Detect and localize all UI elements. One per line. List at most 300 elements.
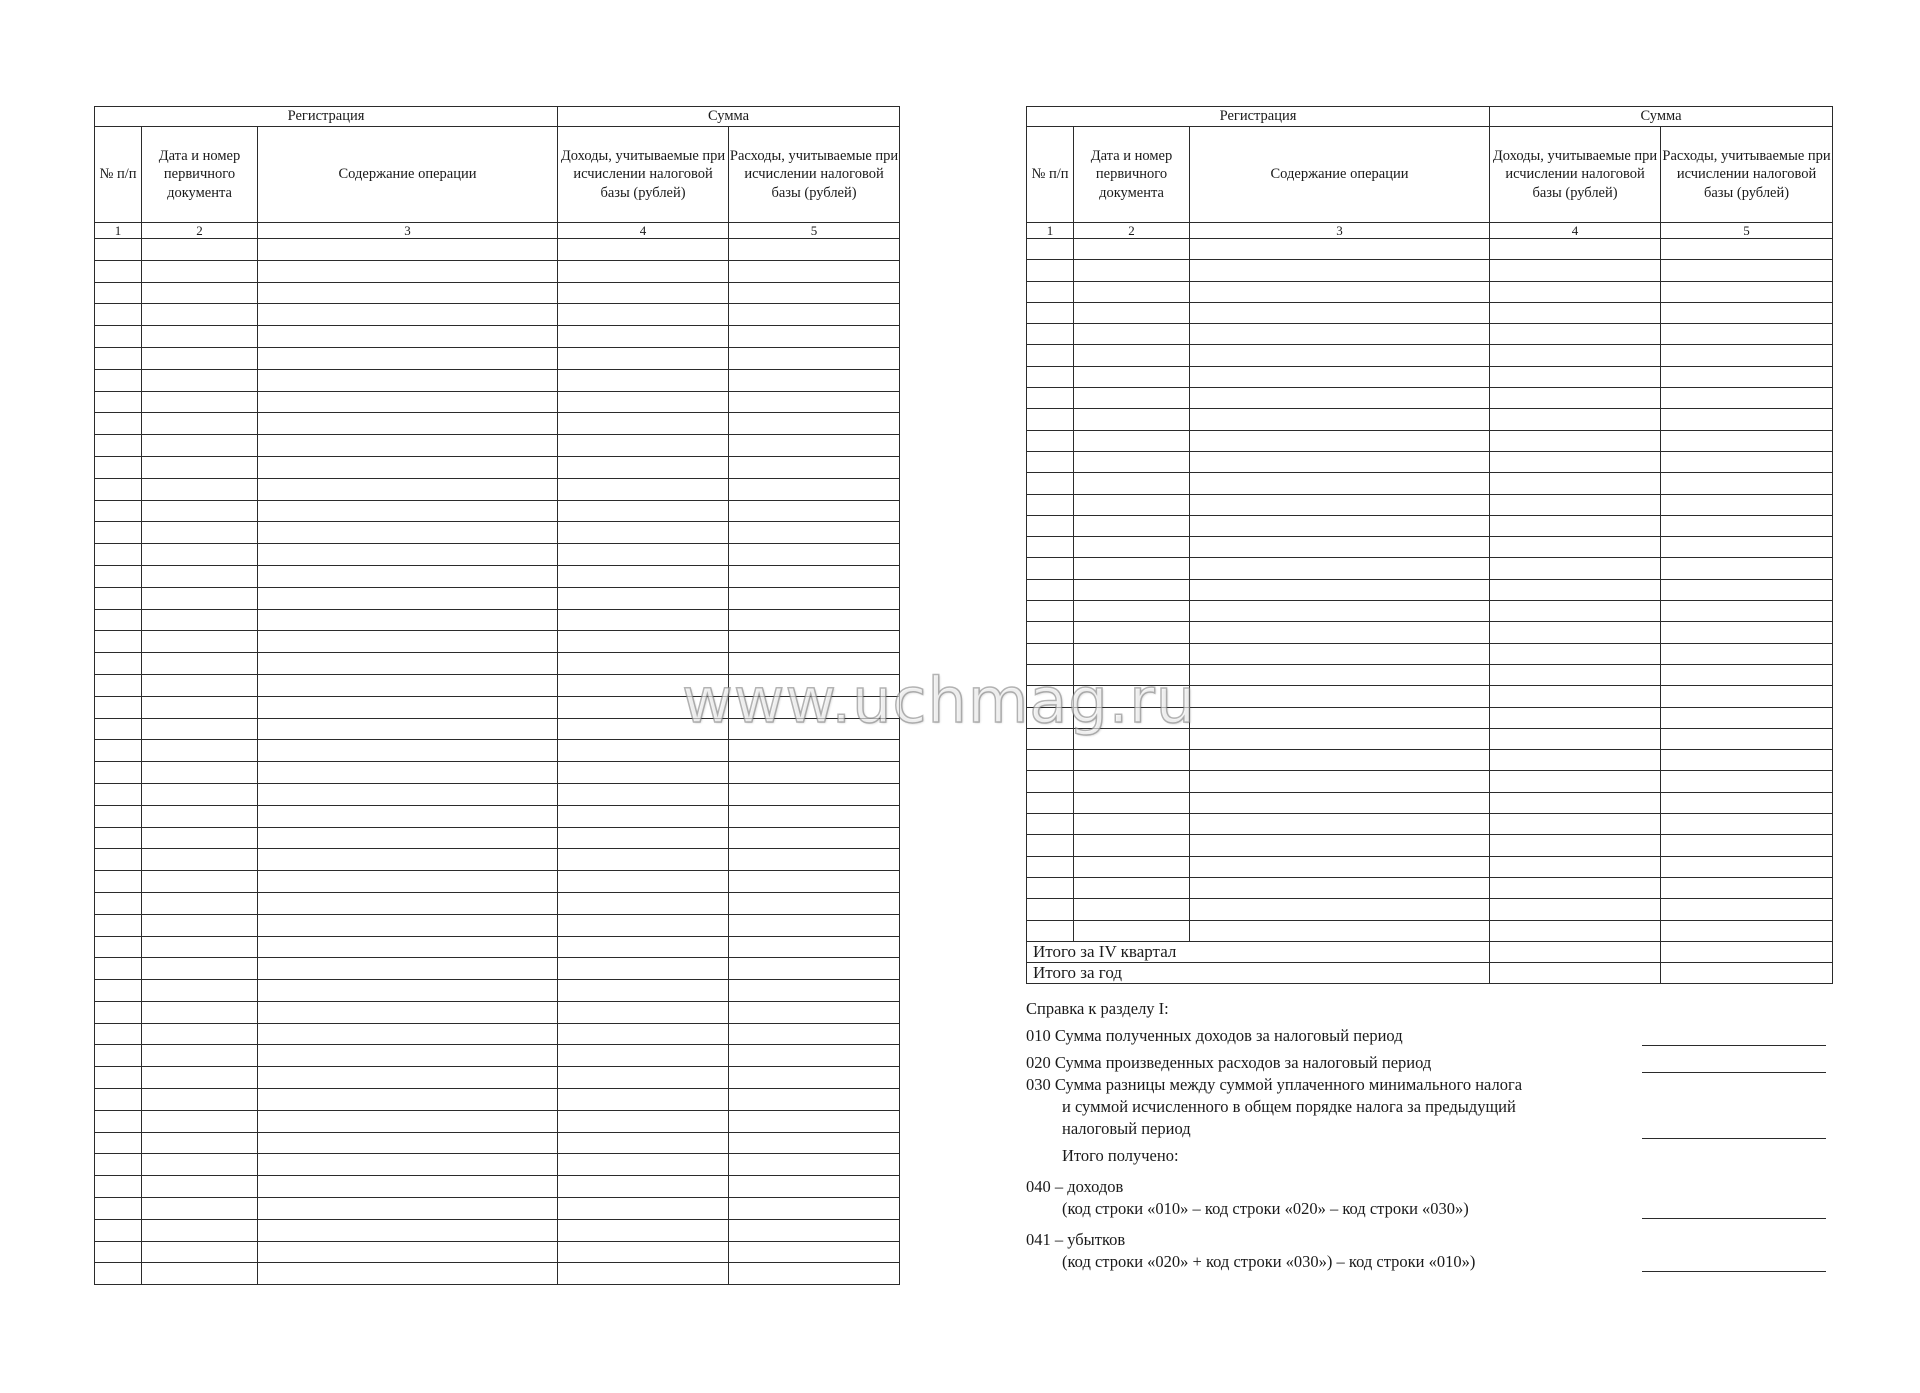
ledger-cell[interactable]: [729, 1154, 900, 1176]
ledger-cell[interactable]: [142, 413, 258, 435]
ledger-cell[interactable]: [1490, 558, 1661, 579]
ledger-cell[interactable]: [95, 522, 142, 544]
ledger-cell[interactable]: [1074, 558, 1190, 579]
ledger-cell[interactable]: [1490, 750, 1661, 771]
ledger-cell[interactable]: [1490, 856, 1661, 877]
ledger-cell[interactable]: [1074, 792, 1190, 813]
ledger-cell[interactable]: [258, 740, 558, 762]
ledger-cell[interactable]: [729, 565, 900, 587]
fill-in-blank-040[interactable]: [1642, 1218, 1826, 1219]
ledger-cell[interactable]: [1490, 366, 1661, 387]
ledger-cell[interactable]: [1661, 814, 1833, 835]
ledger-cell[interactable]: [258, 1089, 558, 1111]
ledger-cell[interactable]: [1074, 451, 1190, 472]
ledger-cell[interactable]: [558, 892, 729, 914]
ledger-cell[interactable]: [1190, 856, 1490, 877]
ledger-cell[interactable]: [258, 478, 558, 500]
ledger-cell[interactable]: [1661, 409, 1833, 430]
ledger-cell[interactable]: [142, 326, 258, 348]
ledger-cell[interactable]: [729, 1219, 900, 1241]
ledger-cell[interactable]: [142, 783, 258, 805]
ledger-cell[interactable]: [558, 304, 729, 326]
ledger-cell[interactable]: [1074, 920, 1190, 941]
ledger-cell[interactable]: [729, 282, 900, 304]
ledger-cell[interactable]: [258, 1263, 558, 1285]
ledger-cell[interactable]: [95, 260, 142, 282]
ledger-cell[interactable]: [95, 1023, 142, 1045]
ledger-cell[interactable]: [1490, 515, 1661, 536]
ledger-cell[interactable]: [1027, 856, 1074, 877]
ledger-cell[interactable]: [1190, 920, 1490, 941]
ledger-cell[interactable]: [142, 914, 258, 936]
ledger-cell[interactable]: [142, 871, 258, 893]
ledger-cell[interactable]: [729, 456, 900, 478]
ledger-cell[interactable]: [1027, 579, 1074, 600]
ledger-cell[interactable]: [729, 1067, 900, 1089]
ledger-cell[interactable]: [1074, 430, 1190, 451]
ledger-cell[interactable]: [95, 1241, 142, 1263]
ledger-cell[interactable]: [558, 783, 729, 805]
ledger-cell[interactable]: [1027, 302, 1074, 323]
ledger-cell[interactable]: [95, 740, 142, 762]
ledger-cell[interactable]: [258, 239, 558, 261]
ledger-cell[interactable]: [142, 1154, 258, 1176]
ledger-cell[interactable]: [142, 849, 258, 871]
ledger-cell[interactable]: [558, 958, 729, 980]
ledger-cell[interactable]: [1190, 686, 1490, 707]
ledger-cell[interactable]: [558, 1089, 729, 1111]
ledger-cell[interactable]: [1074, 515, 1190, 536]
ledger-cell[interactable]: [729, 413, 900, 435]
fill-in-blank-030[interactable]: [1642, 1138, 1826, 1139]
ledger-cell[interactable]: [258, 936, 558, 958]
ledger-cell[interactable]: [95, 544, 142, 566]
ledger-cell[interactable]: [142, 391, 258, 413]
ledger-cell[interactable]: [95, 631, 142, 653]
ledger-cell[interactable]: [1074, 345, 1190, 366]
ledger-cell[interactable]: [729, 522, 900, 544]
ledger-cell[interactable]: [729, 260, 900, 282]
ledger-cell[interactable]: [1661, 345, 1833, 366]
ledger-cell[interactable]: [729, 1001, 900, 1023]
ledger-cell[interactable]: [729, 1110, 900, 1132]
ledger-cell[interactable]: [1490, 771, 1661, 792]
ledger-cell[interactable]: [1661, 707, 1833, 728]
ledger-cell[interactable]: [142, 282, 258, 304]
ledger-cell[interactable]: [1190, 707, 1490, 728]
fill-in-blank-020[interactable]: [1642, 1072, 1826, 1073]
ledger-cell[interactable]: [1490, 686, 1661, 707]
ledger-cell[interactable]: [1490, 430, 1661, 451]
ledger-cell[interactable]: [558, 282, 729, 304]
ledger-cell[interactable]: [1490, 814, 1661, 835]
ledger-cell[interactable]: [1661, 430, 1833, 451]
ledger-cell[interactable]: [558, 260, 729, 282]
ledger-cell[interactable]: [1190, 835, 1490, 856]
ledger-cell[interactable]: [95, 478, 142, 500]
ledger-cell[interactable]: [142, 936, 258, 958]
ledger-cell[interactable]: [729, 892, 900, 914]
ledger-cell[interactable]: [1074, 366, 1190, 387]
ledger-cell[interactable]: [558, 435, 729, 457]
ledger-cell[interactable]: [142, 500, 258, 522]
ledger-cell[interactable]: [1190, 601, 1490, 622]
ledger-cell[interactable]: [558, 1241, 729, 1263]
ledger-cell[interactable]: [142, 1110, 258, 1132]
ledger-cell[interactable]: [1661, 856, 1833, 877]
ledger-cell[interactable]: [1027, 451, 1074, 472]
ledger-cell[interactable]: [258, 1132, 558, 1154]
ledger-cell[interactable]: [729, 805, 900, 827]
ledger-cell[interactable]: [95, 958, 142, 980]
ledger-cell[interactable]: [1074, 260, 1190, 281]
ledger-cell[interactable]: [558, 914, 729, 936]
ledger-cell[interactable]: [95, 1176, 142, 1198]
ledger-cell[interactable]: [95, 1045, 142, 1067]
ledger-cell[interactable]: [729, 609, 900, 631]
ledger-cell[interactable]: [558, 587, 729, 609]
ledger-cell[interactable]: [558, 369, 729, 391]
ledger-cell[interactable]: [1074, 856, 1190, 877]
ledger-cell[interactable]: [558, 239, 729, 261]
ledger-cell[interactable]: [142, 565, 258, 587]
ledger-cell[interactable]: [95, 674, 142, 696]
ledger-cell[interactable]: [1027, 558, 1074, 579]
ledger-cell[interactable]: [558, 980, 729, 1002]
ledger-cell[interactable]: [558, 740, 729, 762]
ledger-cell[interactable]: [142, 1045, 258, 1067]
ledger-cell[interactable]: [95, 849, 142, 871]
ledger-cell[interactable]: [142, 347, 258, 369]
ledger-cell[interactable]: [729, 762, 900, 784]
ledger-cell[interactable]: [729, 980, 900, 1002]
fill-in-blank-010[interactable]: [1642, 1045, 1826, 1046]
ledger-cell[interactable]: [1661, 601, 1833, 622]
ledger-cell[interactable]: [1490, 473, 1661, 494]
ledger-cell[interactable]: [1074, 302, 1190, 323]
ledger-cell[interactable]: [95, 762, 142, 784]
ledger-cell[interactable]: [142, 1001, 258, 1023]
ledger-cell[interactable]: [1490, 345, 1661, 366]
ledger-cell[interactable]: [729, 631, 900, 653]
ledger-cell[interactable]: [95, 326, 142, 348]
ledger-cell[interactable]: [729, 369, 900, 391]
ledger-cell[interactable]: [729, 740, 900, 762]
ledger-cell[interactable]: [1190, 515, 1490, 536]
ledger-cell[interactable]: [258, 1023, 558, 1045]
ledger-cell[interactable]: [95, 892, 142, 914]
ledger-cell[interactable]: [95, 718, 142, 740]
total-income-cell[interactable]: [1490, 962, 1661, 983]
ledger-cell[interactable]: [142, 696, 258, 718]
ledger-cell[interactable]: [558, 1154, 729, 1176]
ledger-cell[interactable]: [1190, 771, 1490, 792]
ledger-cell[interactable]: [558, 500, 729, 522]
ledger-cell[interactable]: [729, 1241, 900, 1263]
ledger-cell[interactable]: [258, 260, 558, 282]
ledger-cell[interactable]: [1190, 558, 1490, 579]
ledger-cell[interactable]: [95, 1067, 142, 1089]
ledger-cell[interactable]: [258, 456, 558, 478]
ledger-cell[interactable]: [95, 1198, 142, 1220]
ledger-cell[interactable]: [1190, 451, 1490, 472]
ledger-cell[interactable]: [1490, 877, 1661, 898]
ledger-cell[interactable]: [558, 1132, 729, 1154]
ledger-cell[interactable]: [1661, 792, 1833, 813]
ledger-cell[interactable]: [1074, 750, 1190, 771]
ledger-cell[interactable]: [1190, 537, 1490, 558]
ledger-cell[interactable]: [258, 718, 558, 740]
ledger-cell[interactable]: [558, 478, 729, 500]
ledger-cell[interactable]: [142, 304, 258, 326]
ledger-cell[interactable]: [1490, 707, 1661, 728]
ledger-cell[interactable]: [729, 391, 900, 413]
ledger-cell[interactable]: [95, 871, 142, 893]
ledger-cell[interactable]: [142, 1219, 258, 1241]
ledger-cell[interactable]: [1027, 260, 1074, 281]
ledger-cell[interactable]: [729, 1263, 900, 1285]
ledger-cell[interactable]: [1027, 622, 1074, 643]
ledger-cell[interactable]: [142, 522, 258, 544]
ledger-cell[interactable]: [1190, 430, 1490, 451]
ledger-cell[interactable]: [142, 260, 258, 282]
ledger-cell[interactable]: [558, 1110, 729, 1132]
ledger-cell[interactable]: [142, 958, 258, 980]
ledger-cell[interactable]: [142, 740, 258, 762]
ledger-cell[interactable]: [142, 1241, 258, 1263]
ledger-cell[interactable]: [558, 326, 729, 348]
ledger-cell[interactable]: [1027, 835, 1074, 856]
ledger-cell[interactable]: [1490, 601, 1661, 622]
ledger-cell[interactable]: [258, 304, 558, 326]
ledger-cell[interactable]: [729, 1089, 900, 1111]
ledger-cell[interactable]: [1661, 260, 1833, 281]
ledger-cell[interactable]: [1074, 281, 1190, 302]
ledger-cell[interactable]: [1027, 537, 1074, 558]
ledger-cell[interactable]: [1190, 899, 1490, 920]
ledger-cell[interactable]: [95, 587, 142, 609]
ledger-cell[interactable]: [142, 631, 258, 653]
ledger-cell[interactable]: [142, 1132, 258, 1154]
ledger-cell[interactable]: [1490, 302, 1661, 323]
ledger-cell[interactable]: [1074, 771, 1190, 792]
ledger-cell[interactable]: [258, 500, 558, 522]
ledger-cell[interactable]: [95, 1110, 142, 1132]
ledger-cell[interactable]: [142, 435, 258, 457]
ledger-cell[interactable]: [1661, 728, 1833, 749]
ledger-cell[interactable]: [1027, 920, 1074, 941]
ledger-cell[interactable]: [95, 391, 142, 413]
ledger-cell[interactable]: [1074, 473, 1190, 494]
ledger-cell[interactable]: [1490, 537, 1661, 558]
ledger-cell[interactable]: [1027, 792, 1074, 813]
ledger-cell[interactable]: [1027, 750, 1074, 771]
ledger-cell[interactable]: [1190, 366, 1490, 387]
ledger-cell[interactable]: [95, 827, 142, 849]
ledger-cell[interactable]: [558, 1045, 729, 1067]
ledger-cell[interactable]: [95, 609, 142, 631]
ledger-cell[interactable]: [1661, 451, 1833, 472]
ledger-cell[interactable]: [258, 892, 558, 914]
ledger-cell[interactable]: [1190, 324, 1490, 345]
ledger-cell[interactable]: [729, 914, 900, 936]
ledger-cell[interactable]: [258, 587, 558, 609]
ledger-cell[interactable]: [729, 326, 900, 348]
ledger-cell[interactable]: [142, 980, 258, 1002]
ledger-cell[interactable]: [142, 827, 258, 849]
ledger-cell[interactable]: [95, 1219, 142, 1241]
ledger-cell[interactable]: [258, 1110, 558, 1132]
ledger-cell[interactable]: [142, 478, 258, 500]
ledger-cell[interactable]: [142, 653, 258, 675]
ledger-cell[interactable]: [258, 1176, 558, 1198]
ledger-cell[interactable]: [558, 1263, 729, 1285]
ledger-cell[interactable]: [258, 762, 558, 784]
ledger-cell[interactable]: [558, 1219, 729, 1241]
ledger-cell[interactable]: [1027, 473, 1074, 494]
fill-in-blank-041[interactable]: [1642, 1271, 1826, 1272]
ledger-cell[interactable]: [558, 456, 729, 478]
ledger-cell[interactable]: [258, 347, 558, 369]
ledger-cell[interactable]: [1661, 366, 1833, 387]
ledger-cell[interactable]: [1490, 260, 1661, 281]
ledger-cell[interactable]: [95, 435, 142, 457]
ledger-cell[interactable]: [1074, 537, 1190, 558]
ledger-cell[interactable]: [258, 805, 558, 827]
ledger-cell[interactable]: [1074, 835, 1190, 856]
ledger-cell[interactable]: [95, 1001, 142, 1023]
total-expenses-cell[interactable]: [1661, 941, 1833, 962]
ledger-cell[interactable]: [258, 674, 558, 696]
ledger-cell[interactable]: [1027, 494, 1074, 515]
ledger-cell[interactable]: [558, 391, 729, 413]
ledger-cell[interactable]: [1661, 324, 1833, 345]
ledger-cell[interactable]: [558, 762, 729, 784]
ledger-cell[interactable]: [1661, 686, 1833, 707]
ledger-cell[interactable]: [558, 631, 729, 653]
ledger-cell[interactable]: [1027, 430, 1074, 451]
ledger-cell[interactable]: [1027, 409, 1074, 430]
ledger-cell[interactable]: [258, 1198, 558, 1220]
ledger-cell[interactable]: [1190, 388, 1490, 409]
ledger-cell[interactable]: [1490, 664, 1661, 685]
ledger-cell[interactable]: [142, 1176, 258, 1198]
ledger-cell[interactable]: [1074, 899, 1190, 920]
ledger-cell[interactable]: [258, 849, 558, 871]
ledger-cell[interactable]: [1661, 579, 1833, 600]
ledger-cell[interactable]: [1661, 388, 1833, 409]
ledger-cell[interactable]: [95, 783, 142, 805]
ledger-cell[interactable]: [258, 326, 558, 348]
ledger-cell[interactable]: [1661, 494, 1833, 515]
ledger-cell[interactable]: [258, 1067, 558, 1089]
ledger-cell[interactable]: [1661, 473, 1833, 494]
ledger-cell[interactable]: [729, 544, 900, 566]
ledger-cell[interactable]: [729, 347, 900, 369]
ledger-cell[interactable]: [1190, 750, 1490, 771]
ledger-cell[interactable]: [1027, 643, 1074, 664]
ledger-cell[interactable]: [95, 369, 142, 391]
ledger-cell[interactable]: [142, 805, 258, 827]
ledger-cell[interactable]: [558, 1023, 729, 1045]
ledger-cell[interactable]: [258, 1045, 558, 1067]
ledger-cell[interactable]: [95, 500, 142, 522]
ledger-cell[interactable]: [1190, 409, 1490, 430]
ledger-cell[interactable]: [95, 239, 142, 261]
ledger-cell[interactable]: [558, 1001, 729, 1023]
ledger-cell[interactable]: [558, 544, 729, 566]
ledger-cell[interactable]: [1074, 601, 1190, 622]
ledger-cell[interactable]: [1490, 239, 1661, 260]
ledger-cell[interactable]: [1027, 899, 1074, 920]
ledger-cell[interactable]: [258, 391, 558, 413]
ledger-cell[interactable]: [1190, 643, 1490, 664]
ledger-cell[interactable]: [1190, 239, 1490, 260]
ledger-cell[interactable]: [1190, 792, 1490, 813]
ledger-cell[interactable]: [258, 1154, 558, 1176]
ledger-cell[interactable]: [142, 1198, 258, 1220]
ledger-cell[interactable]: [1190, 579, 1490, 600]
ledger-cell[interactable]: [142, 369, 258, 391]
ledger-cell[interactable]: [1190, 494, 1490, 515]
ledger-cell[interactable]: [558, 827, 729, 849]
ledger-cell[interactable]: [1190, 814, 1490, 835]
ledger-cell[interactable]: [258, 958, 558, 980]
ledger-cell[interactable]: [729, 1045, 900, 1067]
ledger-cell[interactable]: [1490, 324, 1661, 345]
ledger-cell[interactable]: [258, 653, 558, 675]
ledger-cell[interactable]: [558, 565, 729, 587]
ledger-cell[interactable]: [729, 239, 900, 261]
ledger-cell[interactable]: [142, 239, 258, 261]
ledger-cell[interactable]: [1074, 622, 1190, 643]
ledger-cell[interactable]: [1190, 728, 1490, 749]
ledger-cell[interactable]: [142, 544, 258, 566]
ledger-cell[interactable]: [558, 347, 729, 369]
ledger-cell[interactable]: [729, 304, 900, 326]
ledger-cell[interactable]: [258, 544, 558, 566]
ledger-cell[interactable]: [95, 304, 142, 326]
ledger-cell[interactable]: [1190, 345, 1490, 366]
ledger-cell[interactable]: [558, 936, 729, 958]
ledger-cell[interactable]: [1027, 601, 1074, 622]
ledger-cell[interactable]: [558, 609, 729, 631]
ledger-cell[interactable]: [1027, 366, 1074, 387]
ledger-cell[interactable]: [1490, 835, 1661, 856]
ledger-cell[interactable]: [729, 958, 900, 980]
ledger-cell[interactable]: [1190, 877, 1490, 898]
ledger-cell[interactable]: [729, 500, 900, 522]
ledger-cell[interactable]: [729, 1023, 900, 1045]
ledger-cell[interactable]: [1661, 899, 1833, 920]
ledger-cell[interactable]: [729, 936, 900, 958]
total-expenses-cell[interactable]: [1661, 962, 1833, 983]
ledger-cell[interactable]: [95, 1089, 142, 1111]
ledger-cell[interactable]: [1190, 664, 1490, 685]
ledger-cell[interactable]: [142, 456, 258, 478]
ledger-cell[interactable]: [142, 892, 258, 914]
ledger-cell[interactable]: [1027, 814, 1074, 835]
ledger-cell[interactable]: [95, 653, 142, 675]
ledger-cell[interactable]: [1661, 239, 1833, 260]
ledger-cell[interactable]: [1190, 281, 1490, 302]
ledger-cell[interactable]: [1661, 515, 1833, 536]
ledger-cell[interactable]: [558, 805, 729, 827]
ledger-cell[interactable]: [258, 696, 558, 718]
ledger-cell[interactable]: [1027, 324, 1074, 345]
ledger-cell[interactable]: [1490, 579, 1661, 600]
ledger-cell[interactable]: [1074, 814, 1190, 835]
